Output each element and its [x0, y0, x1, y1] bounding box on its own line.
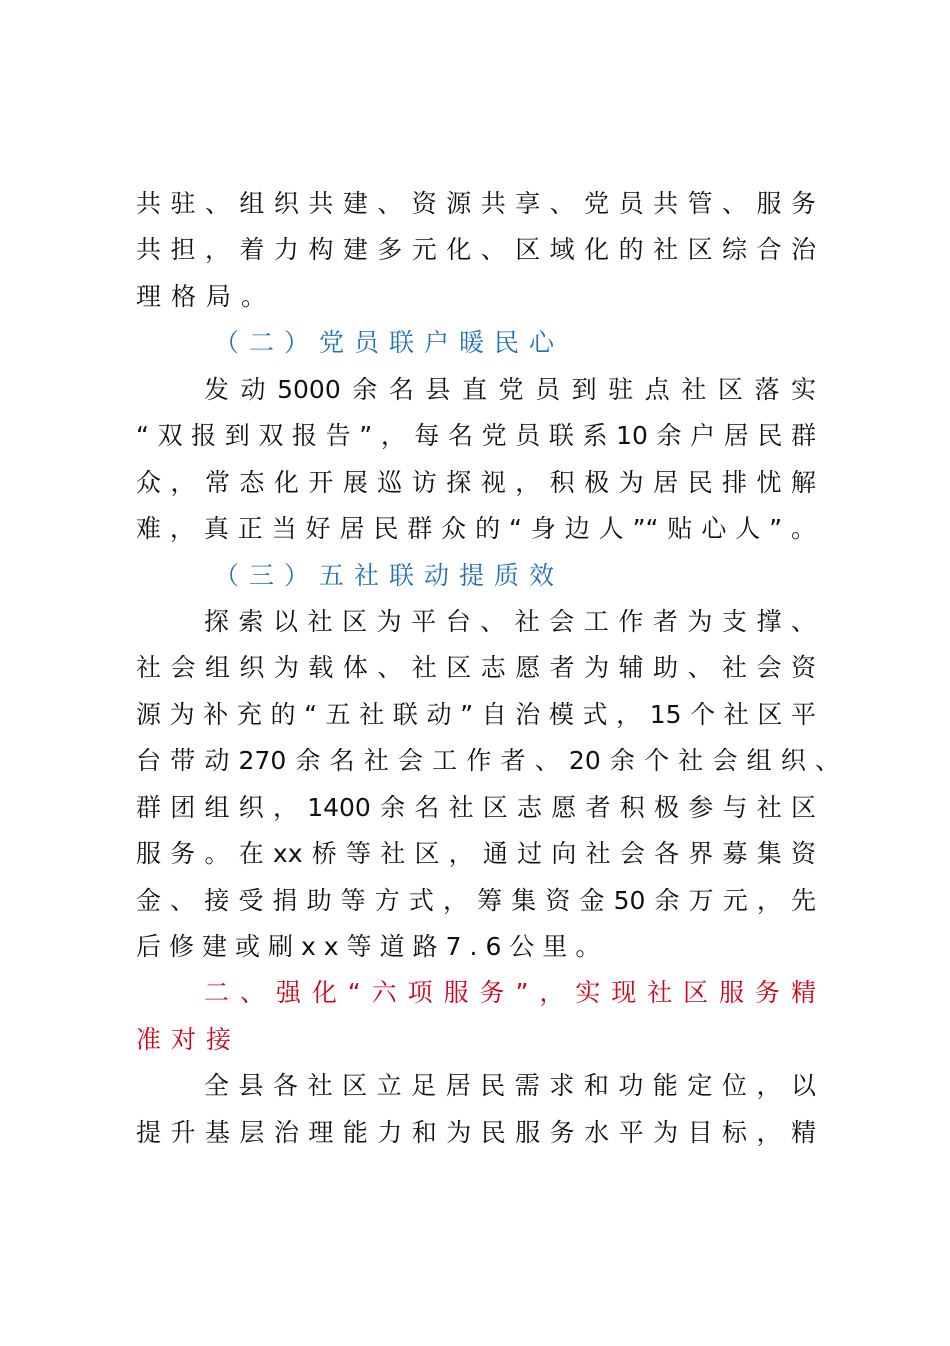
paragraph-line: 金、接受捐助等方式，筹集资金50余万元，先	[136, 886, 816, 915]
paragraph-line: 服务。在xx桥等社区，通过向社会各界募集资	[136, 839, 816, 868]
paragraph-line: 源为补充的“五社联动”自治模式，15个社区平	[136, 700, 816, 729]
section-heading: 二、强化“六项服务”，实现社区服务精	[204, 978, 816, 1007]
paragraph-line: 社会组织为载体、社区志愿者为辅助、社会资	[136, 653, 816, 682]
paragraph-line: 理格局。	[136, 282, 277, 311]
section-heading: 准对接	[136, 1025, 242, 1054]
paragraph-line: 群团组织，1400余名社区志愿者积极参与社区	[136, 793, 816, 822]
paragraph-line: 发动5000余名县直党员到驻点社区落实	[204, 375, 816, 404]
section-subheading: （二）党员联户暖民心	[214, 328, 565, 357]
section-subheading: （三）五社联动提质效	[214, 561, 565, 590]
paragraph-line: 全县各社区立足居民需求和功能定位，以	[204, 1071, 816, 1100]
paragraph-line: 共驻、组织共建、资源共享、党员共管、服务	[136, 189, 816, 218]
paragraph-line: 共担，着力构建多元化、区域化的社区综合治	[136, 235, 816, 264]
paragraph-line: 难，真正当好居民群众的“身边人”“贴心人”。	[136, 514, 816, 543]
paragraph-line: 众，常态化开展巡访探视，积极为居民排忧解	[136, 468, 816, 497]
paragraph-line: “双报到双报告”，每名党员联系10余户居民群	[136, 421, 816, 450]
paragraph-line: 探索以社区为平台、社会工作者为支撑、	[204, 607, 816, 636]
paragraph-line: 台带动270余名社会工作者、20余个社会组织、	[136, 746, 840, 775]
paragraph-line: 提升基层治理能力和为民服务水平为目标，精	[136, 1118, 816, 1147]
paragraph-line: 后修建或刷xx等道路7.6公里。	[136, 932, 609, 961]
